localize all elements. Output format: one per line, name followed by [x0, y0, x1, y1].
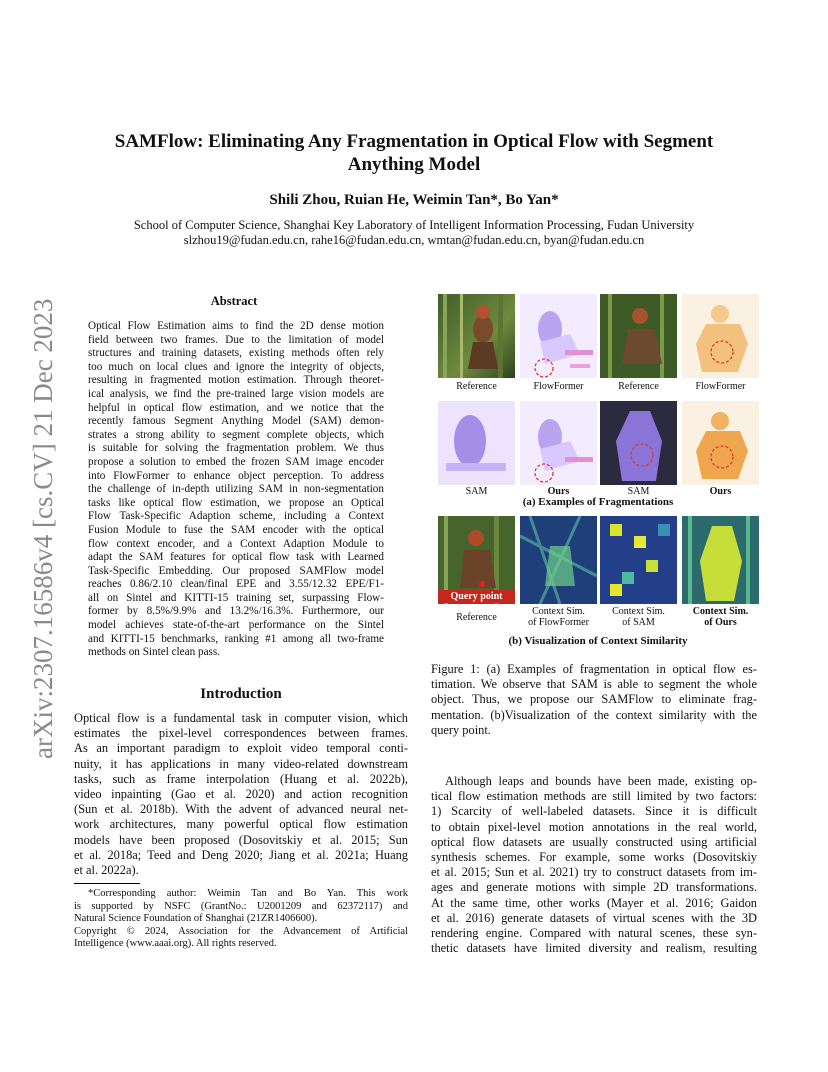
abstract-lines-23: and KITTI-15 benchmarks, ranking #1 among all two-frame [88, 632, 384, 645]
label-context-flowformer: Context Sim. of FlowFormer [528, 606, 589, 628]
ours-flow-image-2 [682, 401, 759, 485]
label-reference-1: Reference [456, 381, 497, 392]
abstract-lines-4: resulting in fragmented motion estimation. Through theoret- [88, 374, 384, 387]
author-list: Shili Zhou, Ruian He, Weimin Tan*, Bo Yan* [269, 192, 559, 208]
label-sam-2: SAM [627, 486, 650, 497]
figure-1 [436, 290, 756, 650]
intro-lines-6: (Sun et al. 2018b). With the advent of advanced neural net- [74, 802, 408, 817]
intro-lines-8: models have been proposed (Dosovitskiy et al. 2015; Sun [74, 832, 408, 847]
abstract-lines-22: model achieves state-of-the-art performance on the Sintel [88, 619, 384, 632]
footnote-lines-0: *Corresponding author: Weimin Tan and Bo Yan. This work [88, 888, 408, 899]
abstract-lines-8: strates a strong ability to segment complete objects, which [88, 428, 384, 441]
label-reference-3: Reference [456, 612, 497, 623]
reference-query-image [438, 516, 515, 604]
abstract-lines-0: Optical Flow Estimation aims to find the 2D dense motion [88, 320, 384, 332]
abstract-lines-24: methods on Sintel clean pass. [88, 646, 221, 659]
right-lines-9: et al. 2016) generate datasets of virtual scenes with the 3D [431, 910, 757, 925]
intro-lines-10: et al. 2022a). [74, 863, 139, 878]
right-lines-2: 1) Scarcity of well-labeled datasets. Since it is difficult [431, 804, 757, 819]
label-context-ours: Context Sim. of Ours [692, 606, 749, 628]
right-lines-0: Although leaps and bounds have been made, existing op- [445, 774, 757, 788]
abstract-lines-10: propose a solution to embed the frozen SAM image encoder [88, 455, 384, 468]
abstract-lines-13: tasks like optical flow estimation, we propose an Optical [88, 496, 384, 509]
label-flowformer-1: FlowFormer [533, 381, 584, 392]
title-line-2: Anything Model [347, 154, 481, 175]
arxiv-identifier: arXiv:2307.16586v4 [cs.CV] 21 Dec 2023 [28, 298, 58, 759]
abstract-lines-9: is suitable for solving the fragmentation problem. We thus [88, 442, 384, 455]
intro-lines-4: tasks, such as frame interpolation (Huang et al. 2022b), [74, 771, 408, 786]
intro-lines-7: work architectures, many powerful optical flow estimation [74, 817, 408, 832]
abstract-lines-11: into FlowFormer to enhance object perception. To address [88, 469, 384, 482]
subcaption-b: (b) Visualization of Context Similarity [508, 635, 688, 647]
intro-lines-1: estimates the pixel-level correspondences between frames. [74, 726, 408, 741]
abstract-body [88, 320, 384, 660]
abstract-lines-12: the challenge of in-depth utilizing SAM in non-segmentation [88, 483, 384, 496]
label-ours-1: Ours [547, 486, 570, 497]
caption-lines-1: timation. We observe that SAM is able to segment the whole [431, 677, 757, 692]
right-lines-1: tical flow estimation methods are still limited by two factors: [431, 789, 757, 804]
intro-lines-0: Optical flow is a fundamental task in computer vision, which [74, 711, 408, 725]
abstract-lines-18: Task-Specific Embedding. Our proposed SAMFlow model [88, 564, 384, 577]
introduction-heading: Introduction [200, 686, 282, 702]
title-line-1: SAMFlow: Eliminating Any Fragmentation in Optical Flow with Segment [114, 131, 714, 152]
label-ours-2: Ours [709, 486, 732, 497]
right-column-body [431, 774, 757, 956]
right-lines-7: ages and generate motions with simple 2D transformations. [431, 880, 757, 895]
right-lines-5: synthesis schemes. For example, some works (Dosovitskiy [431, 850, 757, 865]
query-point-label: Query point [438, 590, 515, 603]
context-sim-sam-image [600, 516, 677, 604]
caption-lines-0: Figure 1: (a) Examples of fragmentation in optical flow es- [431, 662, 757, 676]
introduction-body [74, 711, 408, 878]
right-lines-6: et al. 2015; Sun et al. 2021) try to construct datasets from im- [431, 865, 757, 880]
arxiv-side-label [22, 283, 64, 761]
abstract-heading: Abstract [210, 294, 258, 308]
abstract-lines-7: recently famous Segment Anything Model (SAM) demon- [88, 415, 384, 428]
flowformer-flow-image-2 [682, 294, 759, 378]
abstract-lines-14: Flow Task-Specific Adaption scheme, including a Context [88, 510, 384, 523]
intro-lines-3: nuity, it has applications in many video-related downstream [74, 756, 408, 771]
intro-lines-9: et al. 2018a; Teed and Deng 2020; Jiang et al. 2021a; Huang [74, 847, 408, 862]
sam-flow-image [438, 401, 515, 485]
footnote-lines-4: Intelligence (www.aaai.org). All rights reserved. [74, 938, 277, 950]
label-flowformer-2: FlowFormer [695, 381, 746, 392]
footnote [74, 888, 408, 951]
abstract-lines-1: field between two frames. Due to the limitation of model [88, 333, 384, 346]
abstract-lines-3: too much on local clues and ignore the integrity of objects, [88, 360, 384, 373]
flowformer-flow-image [520, 294, 597, 378]
caption-lines-3: mentation. (b)Visualization of the context similarity with the [431, 707, 757, 722]
affiliation-text: School of Computer Science, Shanghai Key Laboratory of Intelligent Information Processing, Fudan University [133, 218, 695, 232]
right-lines-10: rendering engine. Compared with natural scenes, these syn- [431, 926, 757, 941]
right-lines-4: optical flow datasets are usually constructed using artificial [431, 834, 757, 849]
abstract-lines-6: helpful in optical flow estimation, and we notice that the [88, 401, 384, 414]
caption-lines-2: object. Thus, we propose our SAMFlow to eliminate frag- [431, 692, 757, 707]
context-sim-ours-image [682, 516, 759, 604]
abstract-lines-20: all on Sintel and KITTI-15 training set, surpassing Flow- [88, 591, 384, 604]
right-lines-3: to obtain pixel-level motion annotations in the real world, [431, 819, 757, 834]
sam-flow-image-2 [600, 401, 677, 485]
abstract-lines-17: adapt the SAM features for optical flow task with Learned [88, 551, 384, 564]
abstract-lines-15: Fusion Module to fuse the SAM encoder with the optical [88, 523, 384, 536]
intro-lines-2: As an important paradigm to exploit video temporal conti- [74, 741, 408, 756]
intro-lines-5: video inpainting (Gao et al. 2020) and action recognition [74, 787, 408, 802]
reference-image-2 [600, 294, 677, 378]
footnote-rule [74, 883, 140, 884]
author-emails: slzhou19@fudan.edu.cn, rahe16@fudan.edu.cn, wmtan@fudan.edu.cn, byan@fudan.edu.cn [183, 233, 645, 247]
paper-title [90, 130, 738, 176]
abstract-lines-21: former by 8.5%/9.9% and 13.2%/16.3%. Furthermore, our [88, 605, 384, 618]
reference-image [438, 294, 515, 378]
label-reference-2: Reference [618, 381, 659, 392]
abstract-lines-16: flow context encoder, and a Context Adaption Module to [88, 537, 384, 550]
footnote-lines-2: Natural Science Foundation of Shanghai (21ZR1406600). [74, 913, 318, 925]
subcaption-a: (a) Examples of Fragmentations [522, 496, 674, 508]
footnote-lines-1: is supported by NSFC (GrantNo.: U2001209 and 62372117) and [74, 900, 408, 912]
abstract-lines-5: ical analysis, we find the pre-trained large vision models are [88, 387, 384, 400]
footnote-lines-3: Copyright © 2024, Association for the Advancement of Artificial [74, 925, 408, 937]
caption-lines-4: query point. [431, 722, 491, 737]
abstract-lines-19: reaches 0.86/2.10 clean/final EPE and 3.55/12.32 EPE/F1- [88, 578, 384, 591]
right-lines-11: thetic datasets have limited diversity and realism, resulting [431, 941, 757, 956]
abstract-lines-2: structures and training datasets, existing methods often rely [88, 347, 384, 360]
label-context-sam: Context Sim. of SAM [612, 606, 665, 628]
label-sam-1: SAM [465, 486, 488, 497]
figure-caption [431, 662, 757, 738]
context-sim-flowformer-image [520, 516, 597, 604]
ours-flow-image [520, 401, 597, 485]
right-lines-8: At the same time, other works (Mayer et al. 2016; Gaidon [431, 895, 757, 910]
affiliation [90, 218, 738, 248]
